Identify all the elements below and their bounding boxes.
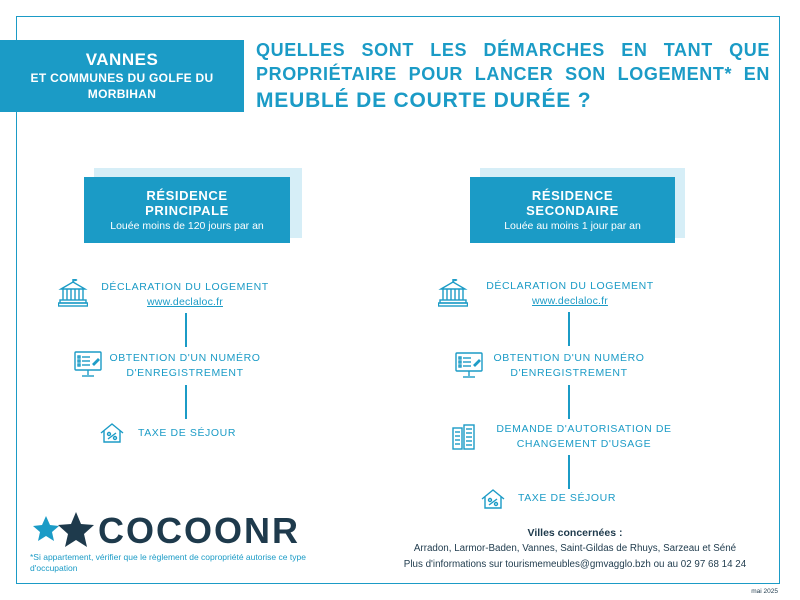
principale-declaration-label: DÉCLARATION DU LOGEMENT <box>101 281 269 293</box>
house-percent-icon <box>481 488 505 510</box>
principale-connector-1 <box>185 313 187 347</box>
house-percent-icon <box>100 422 124 444</box>
computer-form-icon <box>455 352 483 379</box>
secondaire-step-autorisation <box>486 422 682 452</box>
cities-list: Arradon, Larmor-Baden, Vannes, Saint-Gildas de Rhuys, Sarzeau et Séné <box>413 543 737 554</box>
publication-date: mai 2025 <box>751 588 778 595</box>
star-icon <box>32 510 96 550</box>
secondaire-step-taxe <box>512 491 622 506</box>
secondaire-autorisation-line1: DEMANDE D'AUTORISATION DE <box>496 423 672 435</box>
principale-numero-line1: OBTENTION D'UN NUMÉRO <box>109 352 261 364</box>
principale-step-numero <box>100 351 270 381</box>
secondaire-connector-3 <box>568 455 570 489</box>
secondaire-step-declaration <box>475 279 665 309</box>
principale-step-taxe <box>132 426 242 441</box>
principale-numero-line2: D'ENREGISTREMENT <box>126 367 244 379</box>
computer-form-icon <box>74 351 102 378</box>
principale-taxe-label: TAXE DE SÉJOUR <box>137 427 237 439</box>
secondaire-step-numero <box>484 351 654 381</box>
secondaire-connector-1 <box>568 312 570 346</box>
residence-secondaire-box <box>470 177 675 243</box>
bank-icon <box>58 279 88 307</box>
contact-info: Plus d'informations sur tourismemeubles@gmvagglo.bzh ou au 02 97 68 14 24 <box>403 559 747 570</box>
buildings-icon <box>452 424 476 450</box>
principale-subtitle: Louée moins de 120 jours par an <box>110 220 264 232</box>
secondaire-taxe-label: TAXE DE SÉJOUR <box>517 492 617 504</box>
secondaire-subtitle: Louée au moins 1 jour par an <box>504 220 641 232</box>
region-sub-line1: ET COMMUNES DU GOLFE DU <box>30 71 214 85</box>
region-banner <box>0 40 244 112</box>
residence-principale-box <box>84 177 290 243</box>
principale-declaloc-link[interactable]: www.declaloc.fr <box>147 296 223 308</box>
secondaire-title-line1: RÉSIDENCE <box>531 188 614 203</box>
secondaire-title-line2: SECONDAIRE <box>526 203 619 218</box>
title-line3: MEUBLÉ DE COURTE DURÉE ? <box>256 89 592 112</box>
principale-step-declaration <box>90 280 280 310</box>
cocoonr-logo <box>32 508 322 552</box>
secondaire-numero-line2: D'ENREGISTREMENT <box>510 367 628 379</box>
bank-icon <box>438 279 468 307</box>
page-title <box>256 38 770 116</box>
region-name: VANNES <box>85 50 159 69</box>
secondaire-autorisation-line2: CHANGEMENT D'USAGE <box>516 438 652 450</box>
secondaire-declaloc-link[interactable]: www.declaloc.fr <box>532 295 608 307</box>
secondaire-declaration-label: DÉCLARATION DU LOGEMENT <box>486 280 654 292</box>
title-line2: PROPRIÉTAIRE POUR LANCER SON LOGEMENT* EN <box>256 64 770 84</box>
principale-title-line2: PRINCIPALE <box>145 203 229 218</box>
principale-title-line1: RÉSIDENCE <box>146 188 228 203</box>
logo-text: COCOONR <box>98 510 300 551</box>
footnote: *Si appartement, vérifier que le règlement de copropriété autorise ce type d'occupation <box>30 552 306 573</box>
principale-connector-2 <box>185 385 187 419</box>
secondaire-connector-2 <box>568 385 570 419</box>
region-sub-line2: MORBIHAN <box>87 87 157 101</box>
secondaire-numero-line1: OBTENTION D'UN NUMÉRO <box>493 352 645 364</box>
title-line1: QUELLES SONT LES DÉMARCHES EN TANT QUE <box>256 40 770 60</box>
cities-title: Villes concernées : <box>527 527 623 539</box>
